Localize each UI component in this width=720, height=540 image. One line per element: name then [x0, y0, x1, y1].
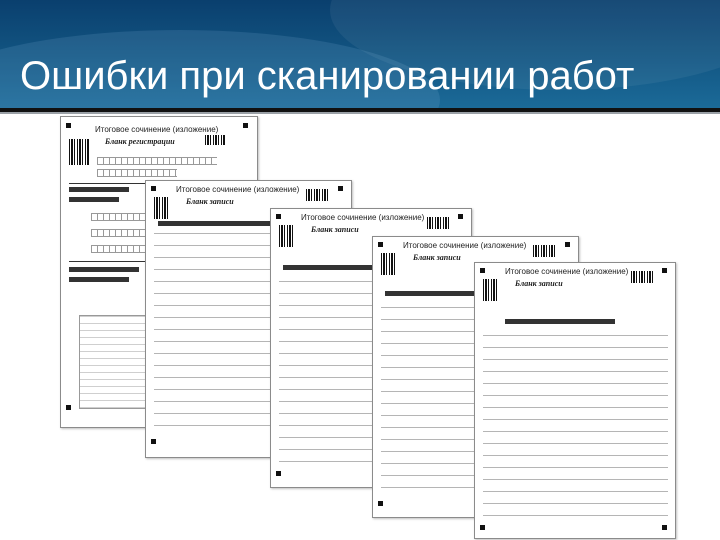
entry-boxes — [97, 169, 177, 177]
barcode — [427, 217, 451, 229]
entry-boxes — [91, 229, 151, 237]
entry-boxes — [97, 157, 217, 165]
registration-marker — [151, 439, 156, 444]
form-title: Итоговое сочинение (изложение) — [403, 241, 527, 250]
registration-marker — [66, 405, 71, 410]
barcode — [306, 189, 330, 201]
answer-line — [483, 431, 668, 432]
registration-marker — [378, 501, 383, 506]
registration-marker — [662, 268, 667, 273]
barcode — [69, 139, 89, 165]
barcode — [205, 135, 225, 145]
answer-line — [483, 395, 668, 396]
registration-marker — [276, 471, 281, 476]
form-subtitle: Бланк регистрации — [105, 137, 175, 146]
scanned-answer-sheet — [474, 262, 676, 539]
field-label — [69, 187, 129, 192]
barcode — [631, 271, 655, 283]
answer-line — [483, 359, 668, 360]
field-label — [69, 277, 129, 282]
barcode — [533, 245, 557, 257]
answer-line — [483, 443, 668, 444]
barcode — [483, 279, 497, 301]
slide-title: Ошибки при сканировании работ — [20, 54, 635, 98]
form-title: Итоговое сочинение (изложение) — [176, 185, 300, 194]
form-title: Итоговое сочинение (изложение) — [505, 267, 629, 276]
answer-line — [483, 503, 668, 504]
field-label — [69, 267, 139, 272]
form-title: Итоговое сочинение (изложение) — [95, 125, 219, 134]
registration-marker — [338, 186, 343, 191]
field-label — [69, 197, 119, 202]
answer-line — [483, 479, 668, 480]
form-subtitle: Бланк записи — [413, 253, 461, 262]
form-subtitle: Бланк записи — [311, 225, 359, 234]
registration-marker — [480, 268, 485, 273]
answer-line — [483, 419, 668, 420]
registration-marker — [480, 525, 485, 530]
registration-marker — [565, 242, 570, 247]
form-subtitle: Бланк записи — [186, 197, 234, 206]
barcode — [154, 197, 168, 219]
form-subtitle: Бланк записи — [515, 279, 563, 288]
form-title: Итоговое сочинение (изложение) — [301, 213, 425, 222]
registration-marker — [243, 123, 248, 128]
registration-marker — [662, 525, 667, 530]
answer-line — [483, 407, 668, 408]
barcode — [381, 253, 395, 275]
header-divider — [0, 112, 720, 114]
barcode — [279, 225, 293, 247]
entry-boxes — [91, 245, 151, 253]
slide-header — [0, 0, 720, 108]
answer-line — [483, 467, 668, 468]
entry-boxes — [91, 213, 151, 221]
registration-marker — [66, 123, 71, 128]
registration-marker — [151, 186, 156, 191]
registration-marker — [378, 242, 383, 247]
answer-line — [483, 335, 668, 336]
registration-marker — [458, 214, 463, 219]
registration-marker — [276, 214, 281, 219]
answer-line — [483, 491, 668, 492]
answer-line — [483, 455, 668, 456]
answer-line — [483, 347, 668, 348]
field-label — [505, 319, 615, 324]
answer-line — [483, 383, 668, 384]
field-label — [158, 221, 278, 226]
answer-line — [483, 515, 668, 516]
answer-line — [483, 371, 668, 372]
